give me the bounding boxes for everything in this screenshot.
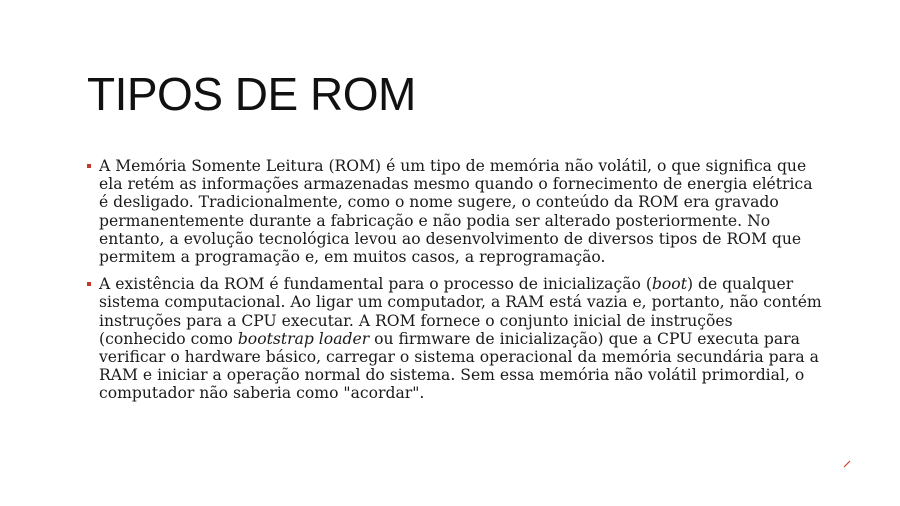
bullet-text: A Memória Somente Leitura (ROM) é um tipo de memória não volátil, o que significa que ela retém as informações armazenadas mesmo quando o fornecimento de energia elétrica é desligado. Tradicionalmente, como o nome sugere, o conteúdo da ROM era gravado permanentemente durante a fabricação e não podia ser alterado posteriormente. No entanto, a evolução tecnológica levou ao desenvolvimento de diversos tipos de ROM que permitem a programação e, em muitos casos, a reprogramação. <box>99 157 813 267</box>
bullet-list <box>87 157 822 412</box>
slide-corner-accent-icon <box>843 460 851 468</box>
bullet-item <box>87 275 822 402</box>
slide-title: TIPOS DE ROM <box>87 68 416 120</box>
square-bullet-icon <box>87 282 91 286</box>
bullet-item <box>87 157 822 266</box>
square-bullet-icon <box>87 164 91 168</box>
bullet-text: A existência da ROM é fundamental para o processo de inicialização (boot) de qualquer sistema computacional. Ao ligar um computador, a RAM está vazia e, portanto, não contém instruções para a CPU executar. A ROM fornece o conjunto inicial de instruções (conhecido como bootstrap loader ou firmware de inicialização) que a CPU executa para verificar o hardware básico, carregar o sistema operacional da memória secundária para a RAM e iniciar a operação normal do sistema. Sem essa memória não volátil primordial, o computador não saberia como "acordar". <box>99 275 822 403</box>
